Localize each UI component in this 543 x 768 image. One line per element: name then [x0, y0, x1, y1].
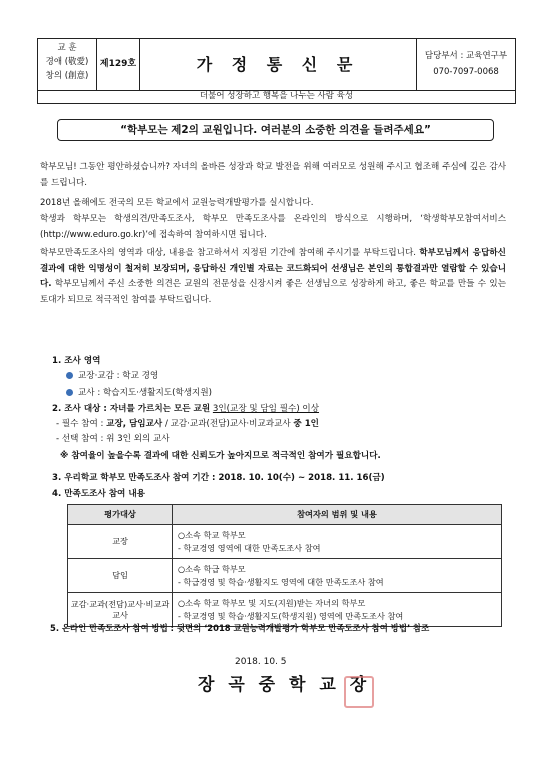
bullet-icon [66, 372, 73, 379]
bullet-icon [66, 389, 73, 396]
survey-area-label: 교장·교감 : 학교 경영 [78, 371, 159, 381]
table-header-target: 평가대상 [68, 505, 173, 525]
principal-signature: 장 곡 중 학 교 장 [198, 675, 371, 695]
scope-line: ○소속 학급 학부모 [178, 563, 246, 574]
issue-number: 제129호 [97, 39, 140, 90]
anonymity-notice: 학부모님께서 응답하신 결과에 대한 익명성이 철저히 보장되며, 응답하신 개인별 자료는 코드화되어 선생님은 본인의 통합결과만 열람할 수 있습니다. [40, 248, 506, 290]
headline: “학부모는 제2의 교원입니다. 여러분의 소중한 의견을 들려주세요” [57, 119, 494, 141]
survey-area-label: 교사 : 학습지도·생활지도(학생지원) [78, 388, 213, 398]
contact-info [417, 39, 515, 90]
request-closing: 학부모님께서 주신 소중한 의견은 교원의 전문성을 신장시켜 좋은 선생님으로 성장하게 하고, 좋은 학교를 만들 수 있는 토대가 되므로 적극적인 참여를 부탁드립니다. [40, 279, 506, 305]
section-4-heading: 4. 만족도조사 참여 내용 [52, 489, 145, 499]
target-cell: 교장 [68, 525, 173, 559]
request-text: 학부모만족도조사의 영역과 대상, 내용을 참고하셔서 지정된 기간에 참여해 주시기를 부탁드립니다. [40, 248, 420, 258]
department: 담당부서 : 교육연구부 [424, 51, 508, 61]
optional-participation: - 선택 참여 : 위 3인 외의 교사 [56, 434, 170, 444]
newsletter-header [37, 38, 516, 91]
required-middle: / 교감·교과(전담)교사·비교과교사 [162, 419, 294, 429]
table-header-scope: 참여자의 범위 및 내용 [173, 505, 502, 525]
table-row [68, 525, 502, 559]
issue-date: 2018. 10. 5 [235, 657, 287, 667]
table-header-row [68, 505, 502, 525]
target-cell: 교감·교과(전담)교사·비교과교사 [68, 593, 173, 627]
target-cell: 담임 [68, 559, 173, 593]
section-2-heading [52, 402, 319, 416]
newsletter-title: 가 정 통 신 문 [140, 39, 417, 90]
method-paragraph: 학생과 학부모는 학생의견/만족도조사, 학부모 만족도조사를 온라인의 방식으로 시행하며, ‘학생학부모참여서비스 (http://www.eduro.go.kr)’에 접속하여 참여하시면 됩니다. [40, 214, 506, 240]
intro-paragraph: 2018년 올해에도 전국의 모든 학교에서 교원능력개발평가를 실시합니다. [40, 198, 314, 208]
motto-line: 창의 (創意) [45, 71, 89, 81]
section-2-note: 3인(교장 및 담임 필수) 이상 [212, 404, 320, 414]
scope-line: - 학급경영 및 학습·생활지도 영역에 대한 만족도조사 참여 [178, 576, 384, 587]
motto-line: 교 훈 [57, 43, 77, 53]
participation-note: ※ 참여율이 높을수록 결과에 대한 신뢰도가 높아지므로 적극적인 참여가 필요합니다. [60, 451, 381, 461]
section-5-method: 5. 온라인 만족도조사 참여 방법 : 뒷면의 ‘2018 교원능력개발평가 학부모 만족도조사 참여 방법’ 참조 [50, 623, 430, 633]
school-motto [38, 39, 97, 90]
scope-cell [173, 559, 502, 593]
required-targets: 교장, 담임교사 [106, 419, 163, 429]
survey-content-table [67, 504, 502, 627]
request-paragraph [40, 246, 506, 308]
section-3-period: 3. 우리학교 학부모 만족도조사 참여 기간 : 2018. 10. 10(수) ~ 2018. 11. 16(금) [52, 473, 385, 483]
official-seal-icon [344, 676, 374, 708]
scope-line: ○소속 학교 학부모 [178, 529, 246, 540]
scope-line: ○소속 학교 학부모 및 지도(지원)받는 자녀의 학부모 [178, 597, 366, 608]
scope-cell [173, 525, 502, 559]
section-2-title: 2. 조사 대상 : 자녀를 가르치는 모든 교원 [52, 404, 211, 414]
required-count: 중 1인 [293, 419, 319, 429]
survey-area-item [66, 369, 158, 383]
greeting-paragraph: 학부모님! 그동안 평안하셨습니까? 자녀의 올바른 성장과 학교 발전을 위해 여러모로 성원해 주시고 협조해 주심에 깊은 감사를 드립니다. [40, 162, 506, 188]
phone-number: 070-7097-0068 [433, 67, 499, 77]
school-slogan: 더불어 성장하고 행복을 나누는 사람 육성 [37, 89, 516, 104]
required-participation [56, 417, 319, 431]
required-prefix: - 필수 참여 : [56, 419, 107, 429]
section-1-heading: 1. 조사 영역 [52, 356, 101, 366]
scope-line: - 학교경영 영역에 대한 만족도조사 참여 [178, 542, 321, 553]
survey-area-item [66, 386, 212, 400]
motto-line: 경애 (敬愛) [45, 57, 89, 67]
scope-line: - 학교경영 및 학습·생활지도(학생지원) 영역에 만족도조사 참여 [178, 610, 404, 621]
table-row [68, 559, 502, 593]
